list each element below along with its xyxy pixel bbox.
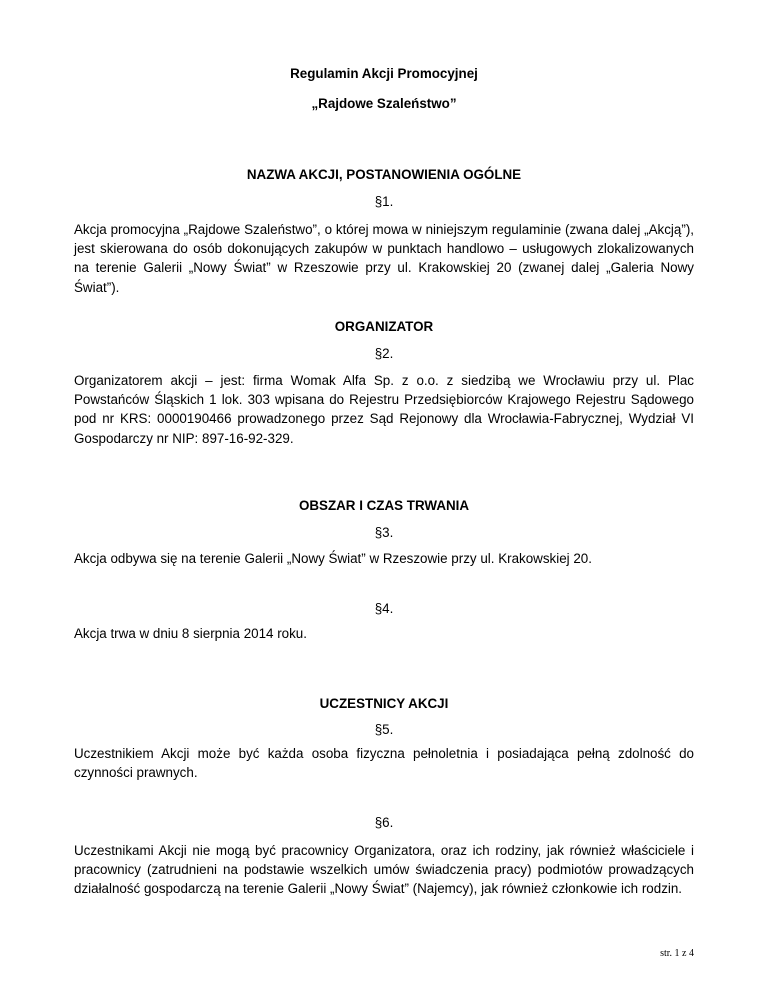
paragraph-5-text: Uczestnikiem Akcji może być każda osoba fizyczna pełnoletnia i posiadająca pełną zdolność do czynności prawnych. <box>74 746 694 781</box>
paragraph-1-text: Akcja promocyjna „Rajdowe Szaleństwo”, o której mowa w niniejszym regulaminie (zwana dalej „Akcją”), jest skierowana do osób dokonujących zakupów w punktach handlowo – usługowych zlokalizowanych na terenie Galerii „Nowy Świat” w Rzeszowie przy ul. Krakowskiej 20 (zwanej dalej „Galeria Nowy Świat”). <box>74 222 694 295</box>
paragraph-number-2: §2. <box>374 346 394 361</box>
document-title: Regulamin Akcji Promocyjnej <box>290 66 478 81</box>
paragraph-number-1: §1. <box>374 194 394 209</box>
paragraph-number-5: §5. <box>374 722 394 737</box>
paragraph-number-3: §3. <box>374 525 394 540</box>
page-number: str. 1 z 4 <box>660 948 694 959</box>
section-heading-organizer: ORGANIZATOR <box>334 319 434 334</box>
paragraph-4-text: Akcja trwa w dniu 8 sierpnia 2014 roku. <box>74 626 307 641</box>
section-heading-participants: UCZESTNICY AKCJI <box>319 696 449 711</box>
document-subtitle: „Rajdowe Szaleństwo” <box>311 96 457 111</box>
paragraph-3-text: Akcja odbywa się na terenie Galerii „Nowy Świat” w Rzeszowie przy ul. Krakowskiej 20. <box>74 551 592 566</box>
section-heading-general: NAZWA AKCJI, POSTANOWIENIA OGÓLNE <box>246 167 522 182</box>
paragraph-2-text: Organizatorem akcji – jest: firma Womak Alfa Sp. z o.o. z siedzibą we Wrocławiu przy ul. Plac Powstańców Śląskich 1 lok. 303 wpisana do Rejestru Przedsiębiorców Krajowego Rejestru Sądowego pod nr KRS: 0000190466 prowadzonego przez Sąd Rejonowy dla Wrocławia-Fabrycznej, Wydział VI Gospodarczy nr NIP: 897-16-92-329. <box>74 373 694 446</box>
paragraph-6-text: Uczestnikami Akcji nie mogą być pracownicy Organizatora, oraz ich rodziny, jak również właściciele i pracownicy (zatrudnieni na podstawie wszelkich umów świadczenia pracy) podmiotów prowadzących działalność gospodarczą na terenie Galerii „Nowy Świat” (Najemcy), jak również członkowie ich rodzin. <box>74 843 694 897</box>
paragraph-number-4: §4. <box>374 601 394 616</box>
paragraph-number-6: §6. <box>374 815 394 830</box>
section-heading-area-duration: OBSZAR I CZAS TRWANIA <box>298 498 470 513</box>
